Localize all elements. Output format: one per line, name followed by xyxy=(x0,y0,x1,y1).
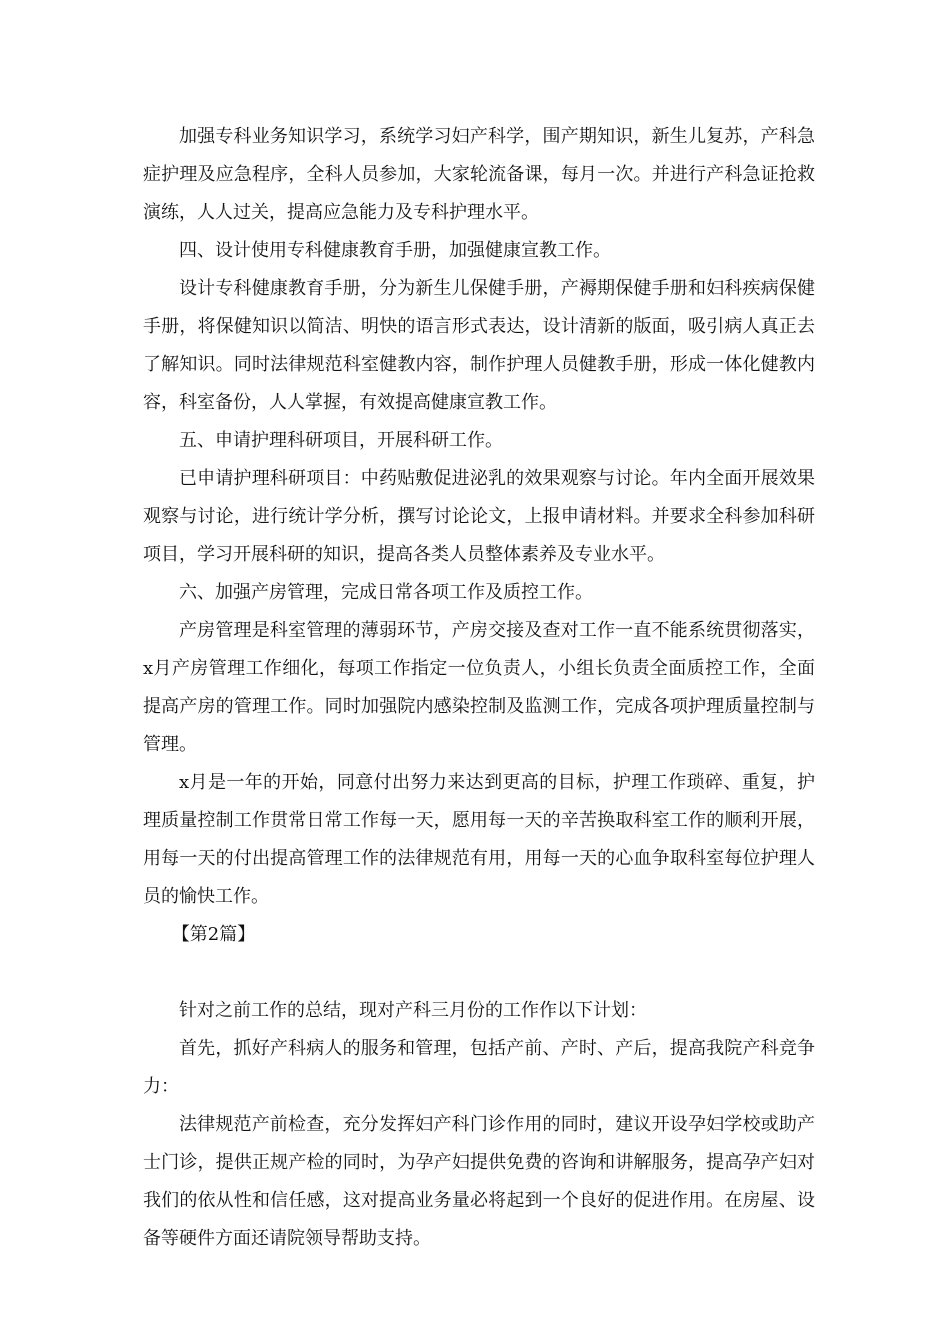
paragraph-year-start: x月是一年的开始，同意付出努力来达到更高的目标，护理工作琐碎、重复，护理质量控制工作贯常日常工作每一天，愿用每一天的辛苦换取科室工作的顺利开展，用每一天的付出提高管理工作的法律规范有用，用每一天的心血争取科室每位护理人员的愉快工作。 xyxy=(143,772,815,907)
paragraph-health-manual: 设计专科健康教育手册，分为新生儿保健手册，产褥期保健手册和妇科疾病保健手册，将保健知识以简洁、明快的语言形式表达，设计清新的版面，吸引病人真正去了解知识。同时法律规范科室健教内容，制作护理人员健教手册，形成一体化健教内容，科室备份，人人掌握，有效提高健康宣教工作。 xyxy=(143,278,815,413)
section-marker: 【第2篇】 xyxy=(171,924,256,945)
blank-line xyxy=(143,954,815,992)
paragraph-specialty-study: 加强专科业务知识学习，系统学习妇产科学，围产期知识，新生儿复苏，产科急症护理及应急程序，全科人员参加，大家轮流备课，每月一次。并进行产科急证抢救演练，人人过关，提高应急能力及专科护理水平。 xyxy=(143,126,815,223)
document-page xyxy=(143,118,815,1258)
heading-delivery-room: 六、加强产房管理，完成日常各项工作及质控工作。 xyxy=(179,582,593,603)
paragraph-delivery-room: 产房管理是科室管理的薄弱环节，产房交接及查对工作一直不能系统贯彻落实，x月产房管理工作细化，每项工作指定一位负责人，小组长负责全面质控工作，全面提高产房的管理工作。同时加强院内感染控制及监测工作，完成各项护理质量控制与管理。 xyxy=(143,620,815,755)
paragraph-first-point: 首先，抓好产科病人的服务和管理，包括产前、产时、产后，提高我院产科竞争力： xyxy=(143,1038,815,1097)
heading-health-education: 四、设计使用专科健康教育手册，加强健康宣教工作。 xyxy=(179,240,611,261)
paragraph-plan-intro: 针对之前工作的总结，现对产科三月份的工作作以下计划： xyxy=(179,1000,647,1021)
paragraph-prenatal-check: 法律规范产前检查，充分发挥妇产科门诊作用的同时，建议开设孕妇学校或助产士门诊，提供正规产检的同时，为孕产妇提供免费的咨询和讲解服务，提高孕产妇对我们的依从性和信任感，这对提高业务量必将起到一个良好的促进作用。在房屋、设备等硬件方面还请院领导帮助支持。 xyxy=(143,1114,815,1249)
paragraph-research: 已申请护理科研项目：中药贴敷促进泌乳的效果观察与讨论。年内全面开展效果观察与讨论，进行统计学分析，撰写讨论论文，上报申请材料。并要求全科参加科研项目，学习开展科研的知识，提高各类人员整体素养及专业水平。 xyxy=(143,468,815,565)
heading-research-project: 五、申请护理科研项目，开展科研工作。 xyxy=(179,430,503,451)
